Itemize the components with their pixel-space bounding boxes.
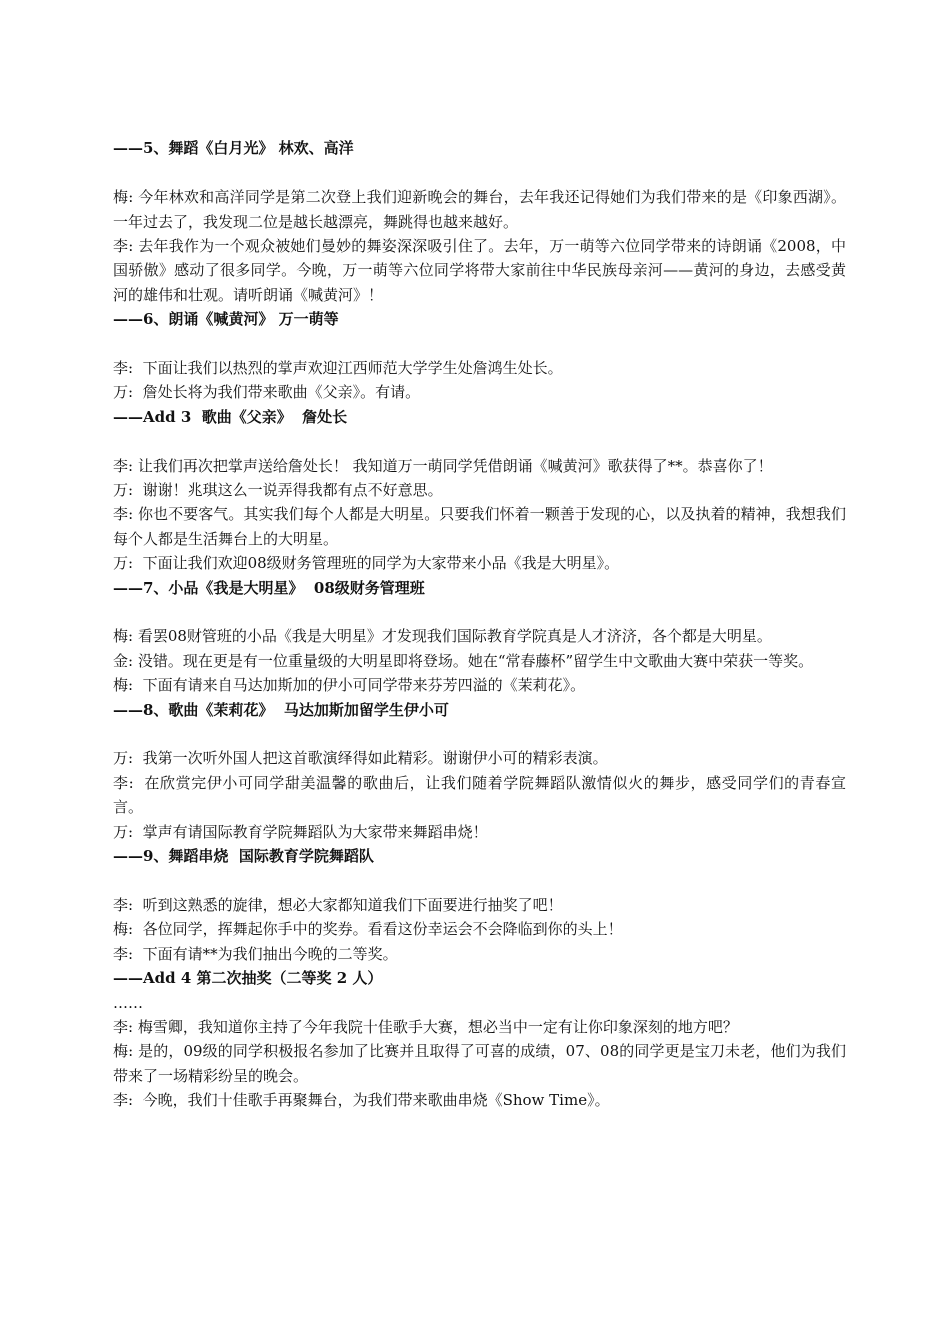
dialogue-paragraph: 万: 我第一次听外国人把这首歌演绎得如此精彩。谢谢伊小可的精彩表演。: [113, 749, 608, 768]
program-heading: ——6、朗诵《喊黄河》 万一萌等: [113, 310, 339, 329]
program-heading: ——7、小品《我是大明星》 08级财务管理班: [113, 578, 425, 597]
program-heading: ——5、舞蹈《白月光》 林欢、高洋: [113, 139, 354, 158]
blank-line: [113, 332, 846, 356]
dialogue-paragraph: 李: 今晚，我们十佳歌手再聚舞台，为我们带来歌曲串烧《Show Time》。: [113, 1091, 610, 1110]
dialogue-paragraph: 金: 没错。现在更是有一位重量级的大明星即将登场。她在“常春藤杯”留学生中文歌曲大赛中荣获一等奖。: [113, 651, 814, 670]
program-heading: ——Add 4 第二次抽奖（二等奖 2 人）: [113, 969, 383, 988]
blank-line: [113, 869, 846, 893]
dialogue-paragraph: 李: 下面有请**为我们抽出今晚的二等奖。: [113, 944, 398, 963]
dialogue-paragraph: 李: 让我们再次把掌声送给詹处长！ 我知道万一萌同学凭借朗诵《喊黄河》歌获得了**。恭喜你了！: [113, 456, 773, 475]
dialogue-paragraph: ……: [113, 993, 143, 1012]
dialogue-paragraph: 李: 听到这熟悉的旋律，想必大家都知道我们下面要进行抽奖了吧！: [113, 895, 563, 914]
blank-line: [113, 722, 846, 746]
blank-line: [113, 112, 846, 136]
dialogue-paragraph: 万: 下面让我们欢迎08级财务管理班的同学为大家带来小品《我是大明星》。: [113, 554, 620, 573]
dialogue-paragraph: 李: 在欣赏完伊小可同学甜美温馨的歌曲后，让我们随着学院舞蹈队激情似火的舞步，感受同学们的青春宣言。: [113, 773, 846, 817]
dialogue-paragraph: 万: 詹处长将为我们带来歌曲《父亲》。有请。: [113, 383, 421, 402]
dialogue-paragraph: 梅: 下面有请来自马达加斯加的伊小可同学带来芬芳四溢的《茉莉花》。: [113, 676, 586, 695]
blank-line: [113, 600, 846, 624]
dialogue-paragraph: 李: 去年我作为一个观众被她们曼妙的舞姿深深吸引住了。去年，万一萌等六位同学带来的诗朗诵《2008，中国骄傲》感动了很多同学。今晚，万一萌等六位同学将带大家前往中华民族母亲河——黄河的身边，去感受黄河的雄伟和壮观。请听朗诵《喊黄河》！: [113, 237, 846, 304]
dialogue-paragraph: 李: 梅雪卿，我知道你主持了今年我院十佳歌手大赛，想必当中一定有让你印象深刻的地方吧？: [113, 1017, 738, 1036]
program-heading: ——9、舞蹈串烧 国际教育学院舞蹈队: [113, 847, 374, 866]
dialogue-paragraph: 梅: 是的，09级的同学积极报名参加了比赛并且取得了可喜的成绩，07、08的同学更是宝刀未老，他们为我们带来了一场精彩纷呈的晚会。: [113, 1042, 846, 1085]
blank-line: [113, 429, 846, 453]
program-heading: ——Add 3 歌曲《父亲》 詹处长: [113, 407, 348, 426]
dialogue-paragraph: 梅: 看罢08财管班的小品《我是大明星》才发现我们国际教育学院真是人才济济，各个都是大明星。: [113, 627, 772, 646]
dialogue-paragraph: 李: 下面让我们以热烈的掌声欢迎江西师范大学学生处詹鸿生处长。: [113, 359, 563, 378]
dialogue-paragraph: 万: 掌声有请国际教育学院舞蹈队为大家带来舞蹈串烧！: [113, 822, 488, 841]
dialogue-paragraph: 梅: 各位同学，挥舞起你手中的奖券。看看这份幸运会不会降临到你的头上！: [113, 920, 623, 939]
program-heading: ——8、歌曲《茉莉花》 马达加斯加留学生伊小可: [113, 700, 449, 719]
dialogue-paragraph: 万: 谢谢！兆琪这么一说弄得我都有点不好意思。: [113, 481, 443, 500]
dialogue-paragraph: 梅: 今年林欢和高洋同学是第二次登上我们迎新晚会的舞台，去年我还记得她们为我们带来的是《印象西湖》。一年过去了，我发现二位是越长越漂亮，舞跳得也越来越好。: [113, 188, 846, 231]
dialogue-paragraph: 李: 你也不要客气。其实我们每个人都是大明星。只要我们怀着一颗善于发现的心，以及执着的精神，我想我们每个人都是生活舞台上的大明星。: [113, 505, 846, 548]
blank-line: [113, 161, 846, 185]
document-body: [113, 112, 846, 1113]
